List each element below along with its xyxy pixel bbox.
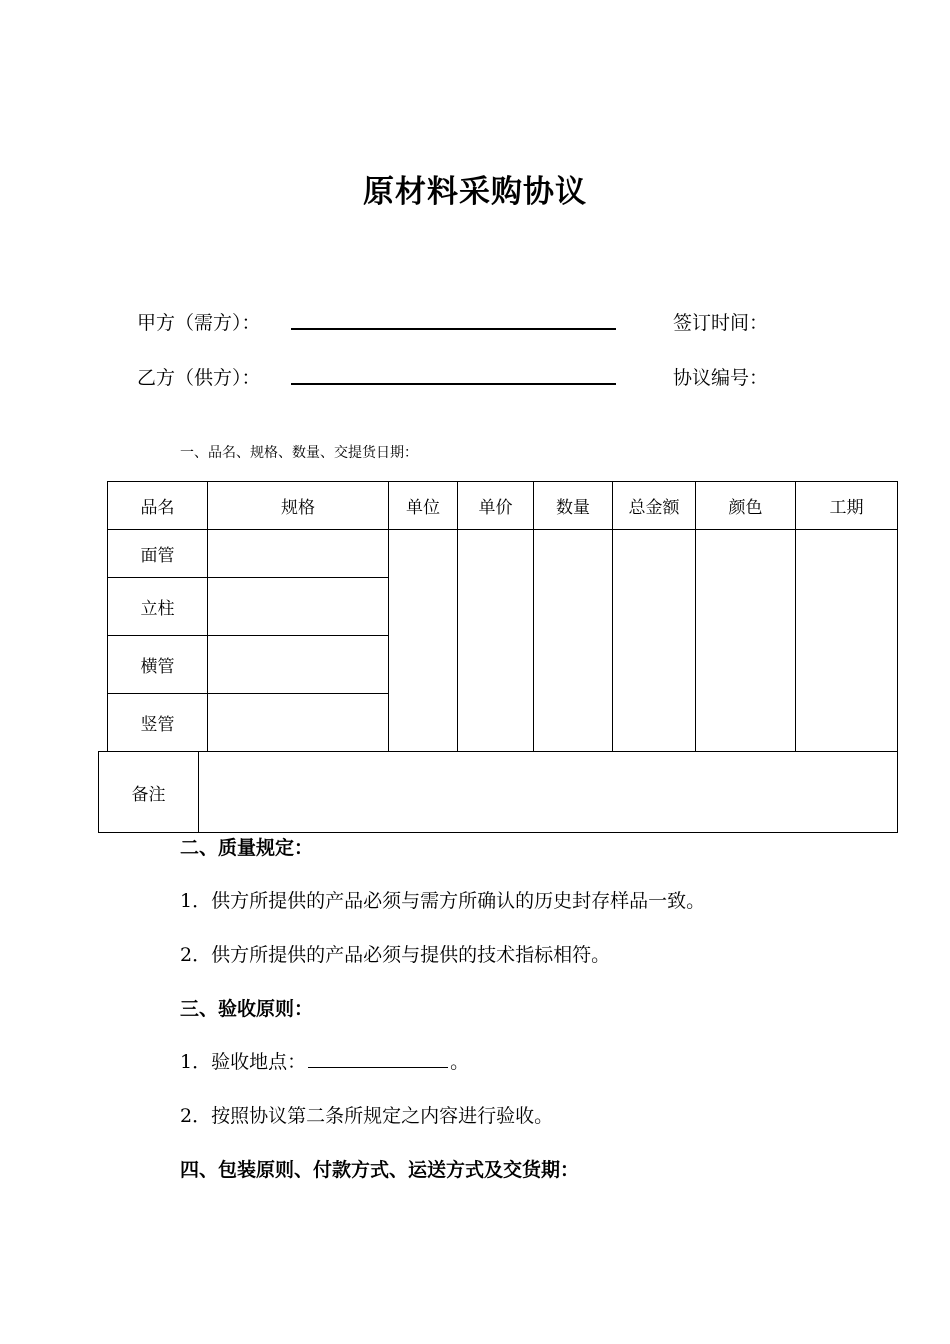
header-cell: 单位 [389,482,458,530]
table-header-row [108,482,898,530]
header-cell: 颜色 [696,482,796,530]
header-cell: 数量 [534,482,613,530]
product-name-cell: 立柱 [108,578,208,636]
total-amount-cell[interactable] [613,530,696,752]
acceptance-location-suffix: 。 [450,1051,470,1073]
acceptance-location-blank[interactable] [308,1066,448,1068]
party-b-blank[interactable] [291,383,616,385]
unit-price-cell[interactable] [458,530,534,752]
spec-cell[interactable] [208,694,389,752]
section2-item-2: 2．供方所提供的产品必须与提供的技术指标相符。 [180,944,611,966]
spec-cell[interactable] [208,578,389,636]
section2-heading: 二、质量规定： [180,837,314,859]
quantity-cell[interactable] [534,530,613,752]
header-cell: 单价 [458,482,534,530]
section3-item-2: 2．按照协议第二条所规定之内容进行验收。 [180,1105,554,1127]
remarks-field[interactable] [199,752,898,833]
table-row [108,530,898,578]
product-name-cell: 面管 [108,530,208,578]
remarks-table [98,751,898,833]
agreement-no-label: 协议编号： [673,367,769,389]
header-cell: 规格 [208,482,389,530]
section3-item-1 [180,1047,469,1074]
section4-heading: 四、包装原则、付款方式、运送方式及交货期： [180,1159,580,1181]
unit-cell[interactable] [389,530,458,752]
party-b-label: 乙方（供方）： [137,367,261,389]
product-name-cell: 竖管 [108,694,208,752]
header-cell: 工期 [796,482,898,530]
party-a-label: 甲方（需方）： [137,312,261,334]
section3-heading: 三、验收原则： [180,998,314,1020]
product-name-cell: 横管 [108,636,208,694]
spec-cell[interactable] [208,530,389,578]
product-table [107,481,898,752]
header-cell: 总金额 [613,482,696,530]
party-a-blank[interactable] [291,328,616,330]
spec-cell[interactable] [208,636,389,694]
section1-heading: 一、品名、规格、数量、交提货日期： [180,445,418,461]
acceptance-location-label: 1．验收地点： [180,1051,307,1073]
header-cell: 品名 [108,482,208,530]
document-title: 原材料采购协议 [363,174,587,210]
color-cell[interactable] [696,530,796,752]
sign-time-label: 签订时间： [673,312,769,334]
remarks-label: 备注 [99,752,199,833]
section2-item-1: 1．供方所提供的产品必须与需方所确认的历史封存样品一致。 [180,890,706,912]
duration-cell[interactable] [796,530,898,752]
